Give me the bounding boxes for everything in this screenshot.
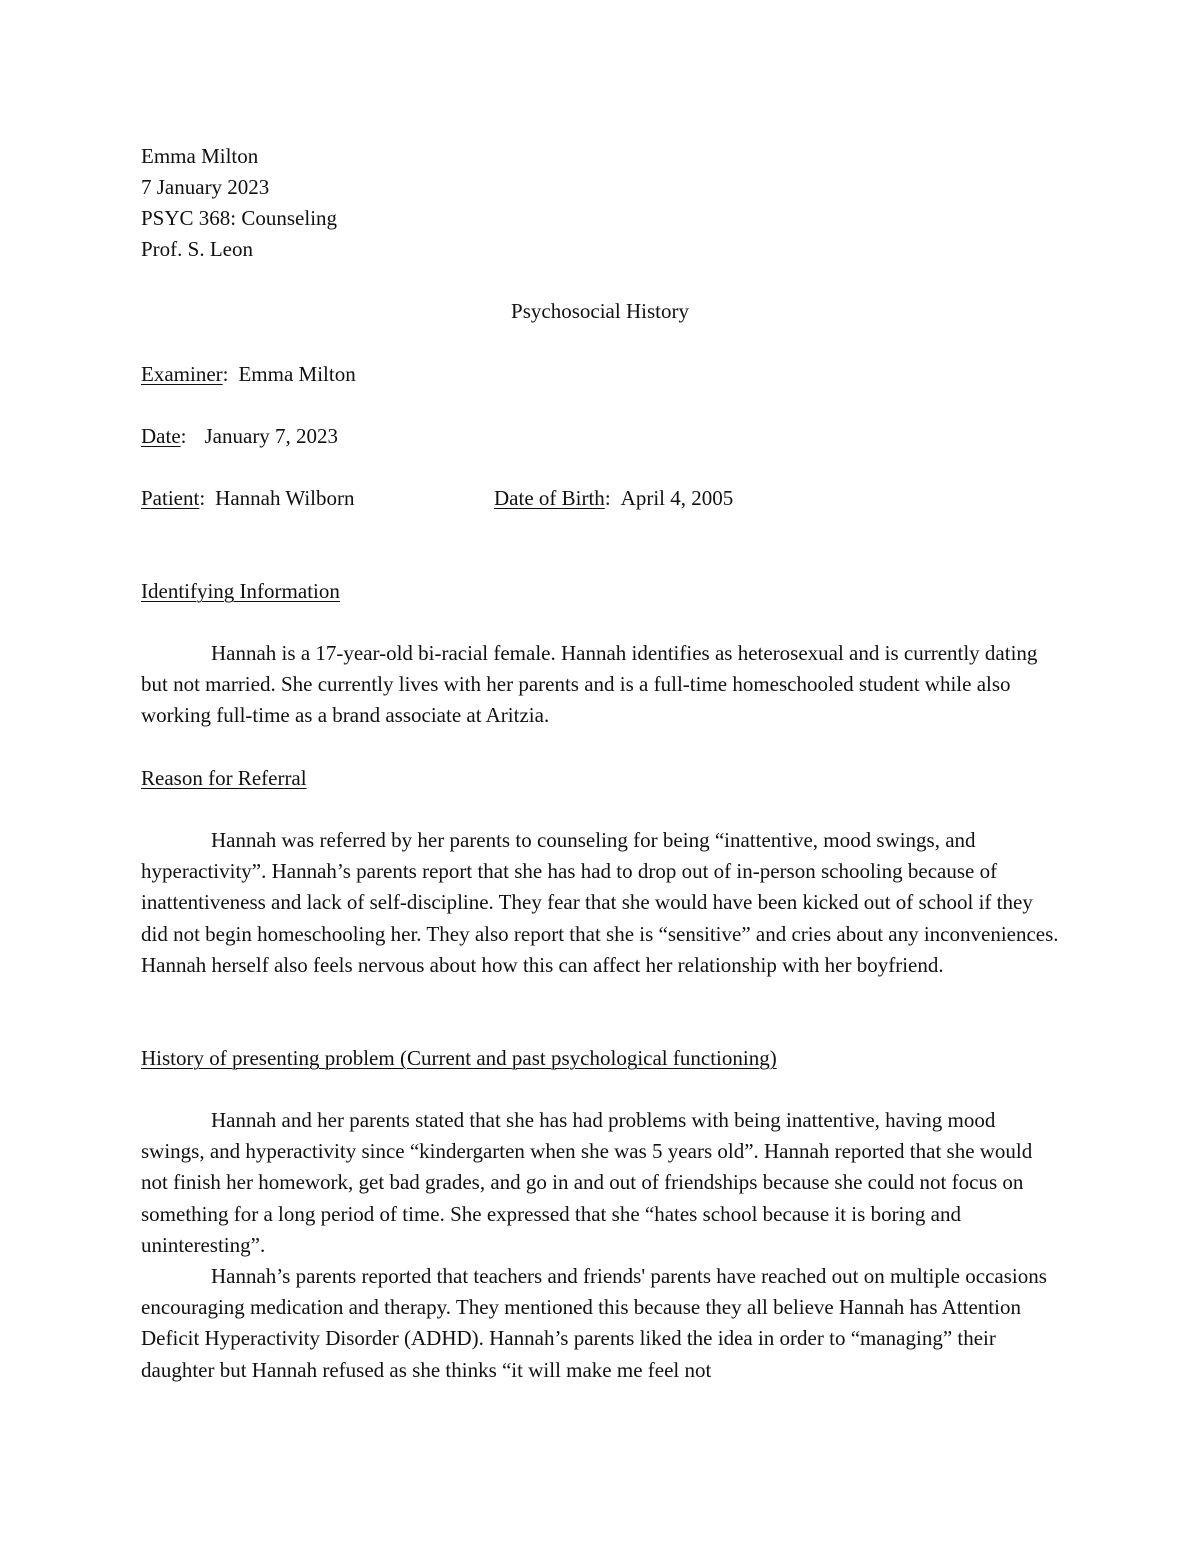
paragraph: Hannah is a 17-year-old bi-racial female. Hannah identifies as heterosexual and is currently dating but not married. She currently lives with her parents and is a full-time homeschooled student while also working full-time as a brand associate at Aritzia. <box>141 641 1038 728</box>
examiner-label: Examiner <box>141 362 223 386</box>
paragraph: Hannah’s parents reported that teachers and friends' parents have reached out on multiple occasions encouraging medication and therapy. They mentioned this because they all believe Hannah has Attention Deficit Hyperactivity Disorder (ADHD). Hannah’s parents liked the idea in order to “managing” their daughter but Hannah refused as she thinks “it will make me feel not <box>141 1264 1047 1382</box>
section-body-identifying <box>141 638 1061 732</box>
date-label: Date <box>141 424 181 448</box>
paragraph: Hannah and her parents stated that she has had problems with being inattentive, having mood swings, and hyperactivity since “kindergarten when she was 5 years old”. Hannah reported that she would not finish her homework, get bad grades, and go in and out of friendships because she could not focus on something for a long period of time. She expressed that she “hates school because it is boring and uninteresting”. <box>141 1108 1033 1257</box>
examiner-colon: : <box>222 362 229 386</box>
paragraph: Hannah was referred by her parents to counseling for being “inattentive, mood swings, and hyperactivity”. Hannah’s parents report that she has had to drop out of in-person schooling because of inattentiveness and lack of self-discipline. They fear that she would have been kicked out of school if they did not begin homeschooling her. They also report that she is “sensitive” and cries about any inconveniences. Hannah herself also feels nervous about how this can affect her relationship with her boyfriend. <box>141 828 1059 977</box>
dob-field <box>494 483 733 514</box>
course-name: PSYC 368: Counseling <box>141 206 338 230</box>
patient-value: Hannah Wilborn <box>215 486 355 510</box>
patient-field <box>141 483 355 514</box>
examiner-value: Emma Milton <box>238 362 356 386</box>
date-colon: : <box>180 424 187 448</box>
section-body-referral <box>141 825 1061 981</box>
dob-value: April 4, 2005 <box>620 486 734 510</box>
dob-colon: : <box>604 486 611 510</box>
header-date: 7 January 2023 <box>141 175 270 199</box>
section-heading-referral: Reason for Referral <box>141 766 307 790</box>
patient-label: Patient <box>141 486 200 510</box>
date-field <box>141 421 338 452</box>
dob-label: Date of Birth <box>494 486 605 510</box>
section-heading-history: History of presenting problem (Current and past psychological functioning) <box>141 1046 777 1070</box>
section-heading-identifying: Identifying Information <box>141 579 340 603</box>
document-title: Psychosocial History <box>511 299 689 323</box>
section-body-history <box>141 1105 1061 1386</box>
examiner-field <box>141 359 356 390</box>
date-value: January 7, 2023 <box>204 424 339 448</box>
author-name: Emma Milton <box>141 144 259 168</box>
patient-colon: : <box>199 486 206 510</box>
professor-name: Prof. S. Leon <box>141 237 253 261</box>
